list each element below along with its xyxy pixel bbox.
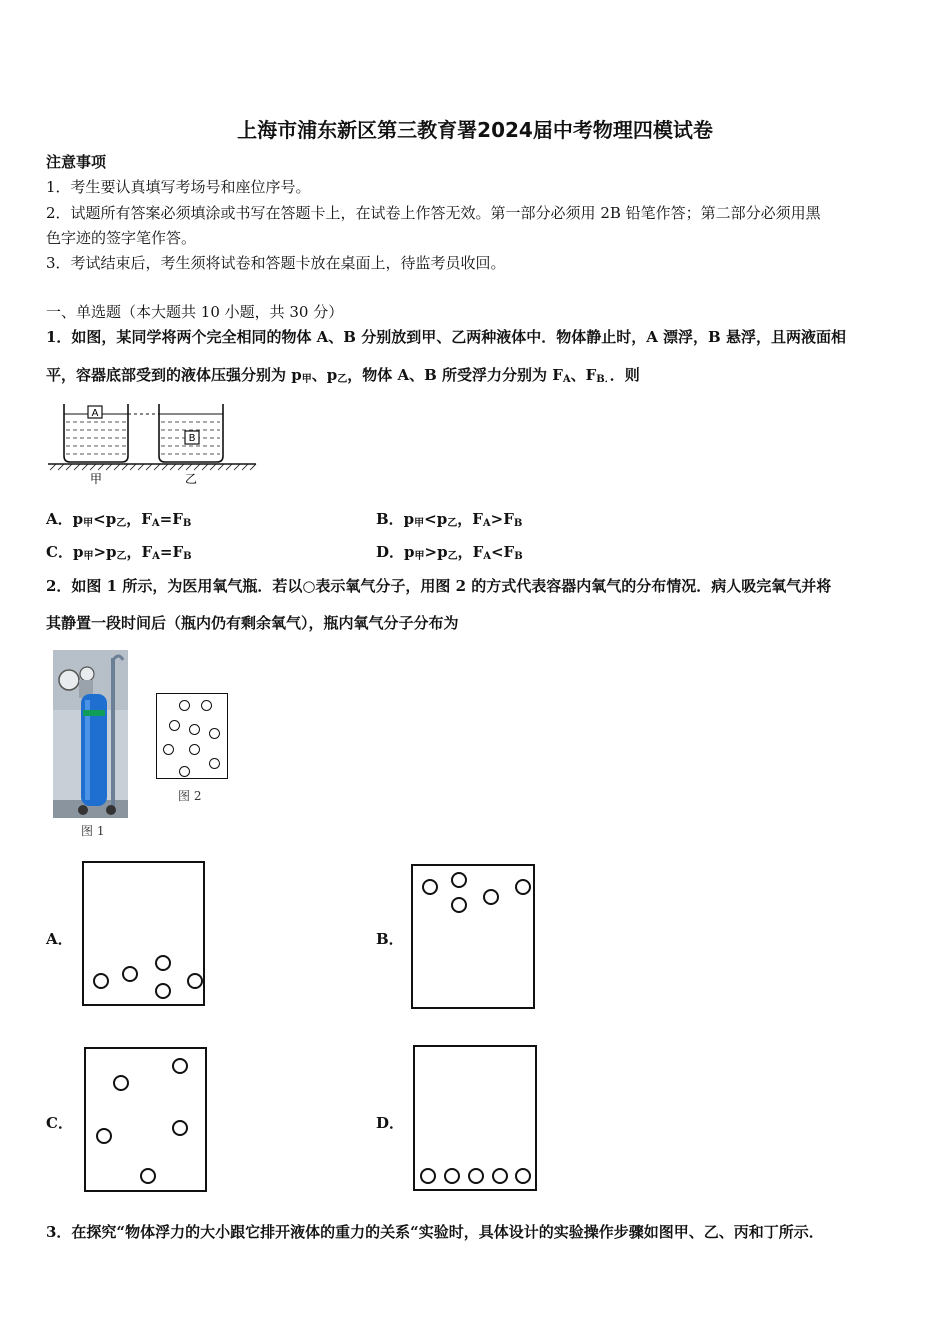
q2-option-d-label[interactable]: D．: [376, 1114, 405, 1132]
molecule: [492, 1168, 508, 1184]
q2-option-c-box[interactable]: [84, 1047, 207, 1192]
oxygen-cylinder-photo: [53, 650, 128, 818]
ground-hatch: [50, 464, 256, 470]
molecule: [201, 700, 212, 711]
q2-option-a-box[interactable]: [82, 861, 205, 1006]
q2-option-c-label[interactable]: C．: [46, 1114, 73, 1132]
molecule: [209, 728, 220, 739]
molecule: [172, 1058, 188, 1074]
molecule: [189, 744, 200, 755]
molecule: [187, 973, 203, 989]
q3-stem-line1: 3．在探究“物体浮力的大小跟它排开液体的重力的关系“实验时，具体设计的实验操作步骤如图甲、乙、丙和丁所示．: [46, 1223, 824, 1241]
molecule: [420, 1168, 436, 1184]
notice-item-1: 1．考生要认真填写考场号和座位序号。: [46, 178, 311, 196]
left-liquid: [66, 422, 126, 454]
q2-stem-line2: 其静置一段时间后（瓶内仍有剩余氧气），瓶内氧气分子分布为: [46, 614, 459, 632]
molecule: [179, 766, 190, 777]
molecule: [515, 879, 531, 895]
fig1-caption: 图 1: [81, 824, 105, 838]
notice-item-2-cont: 色字迹的签字笔作答。: [46, 229, 197, 247]
fig2-box: [156, 693, 228, 779]
q1-option-a[interactable]: A．p甲<p乙，FA=FB: [46, 510, 192, 529]
molecule: [172, 1120, 188, 1136]
q2-option-a-label[interactable]: A．: [46, 930, 73, 948]
fig2-caption: 图 2: [178, 789, 202, 803]
q1-option-c[interactable]: C．p甲>p乙，FA=FB: [46, 543, 192, 562]
molecule: [444, 1168, 460, 1184]
molecule: [113, 1075, 129, 1091]
q2-option-d-box[interactable]: [413, 1045, 537, 1191]
section-heading: 一、单选题（本大题共 10 小题，共 30 分）: [46, 303, 344, 321]
q2-stem-line1: 2．如图 1 所示，为医用氧气瓶．若以○表示氧气分子，用图 2 的方式代表容器内氧气的分布情况．病人吸完氧气并将: [46, 577, 832, 595]
molecule: [515, 1168, 531, 1184]
object-a-label: A: [91, 408, 99, 419]
object-b-label: B: [188, 433, 196, 444]
molecule: [163, 744, 174, 755]
molecule: [93, 973, 109, 989]
notice-item-2: 2．试题所有答案必须填涂或书写在答题卡上，在试卷上作答无效。第一部分必须用 2B 铅笔作答；第二部分必须用黑: [46, 204, 821, 222]
q2-option-b-label[interactable]: B．: [376, 930, 404, 948]
molecule: [140, 1168, 156, 1184]
molecule: [189, 724, 200, 735]
q1-beakers-figure: [44, 398, 260, 490]
q1-stem-line2: 平，容器底部受到的液体压强分别为 p甲、p乙，物体 A、B 所受浮力分别为 FA、FB．．则: [46, 366, 640, 385]
molecule: [179, 700, 190, 711]
q1-option-b[interactable]: B．p甲<p乙，FA>FB: [376, 510, 523, 529]
molecule: [422, 879, 438, 895]
molecule: [169, 720, 180, 731]
molecule: [96, 1128, 112, 1144]
caption-jia: 甲: [89, 472, 103, 486]
q2-option-b-box[interactable]: [411, 864, 535, 1009]
molecule: [468, 1168, 484, 1184]
caption-yi: 乙: [184, 472, 198, 486]
molecule: [209, 758, 220, 769]
molecule: [122, 966, 138, 982]
q1-stem-line1: 1．如图，某同学将两个完全相同的物体 A、B 分别放到甲、乙两种液体中．物体静止时，A 漂浮，B 悬浮，且两液面相: [46, 328, 846, 346]
molecule: [483, 889, 499, 905]
notice-heading: 注意事项: [46, 153, 107, 171]
molecule: [451, 872, 467, 888]
q1-option-d[interactable]: D．p甲>p乙，FA<FB: [376, 543, 523, 562]
notice-item-3: 3．考试结束后，考生须将试卷和答题卡放在桌面上，待监考员收回。: [46, 254, 506, 272]
page-title: 上海市浦东新区第三教育署2024届中考物理四模试卷: [237, 118, 713, 142]
molecule: [451, 897, 467, 913]
molecule: [155, 983, 171, 999]
molecule: [155, 955, 171, 971]
